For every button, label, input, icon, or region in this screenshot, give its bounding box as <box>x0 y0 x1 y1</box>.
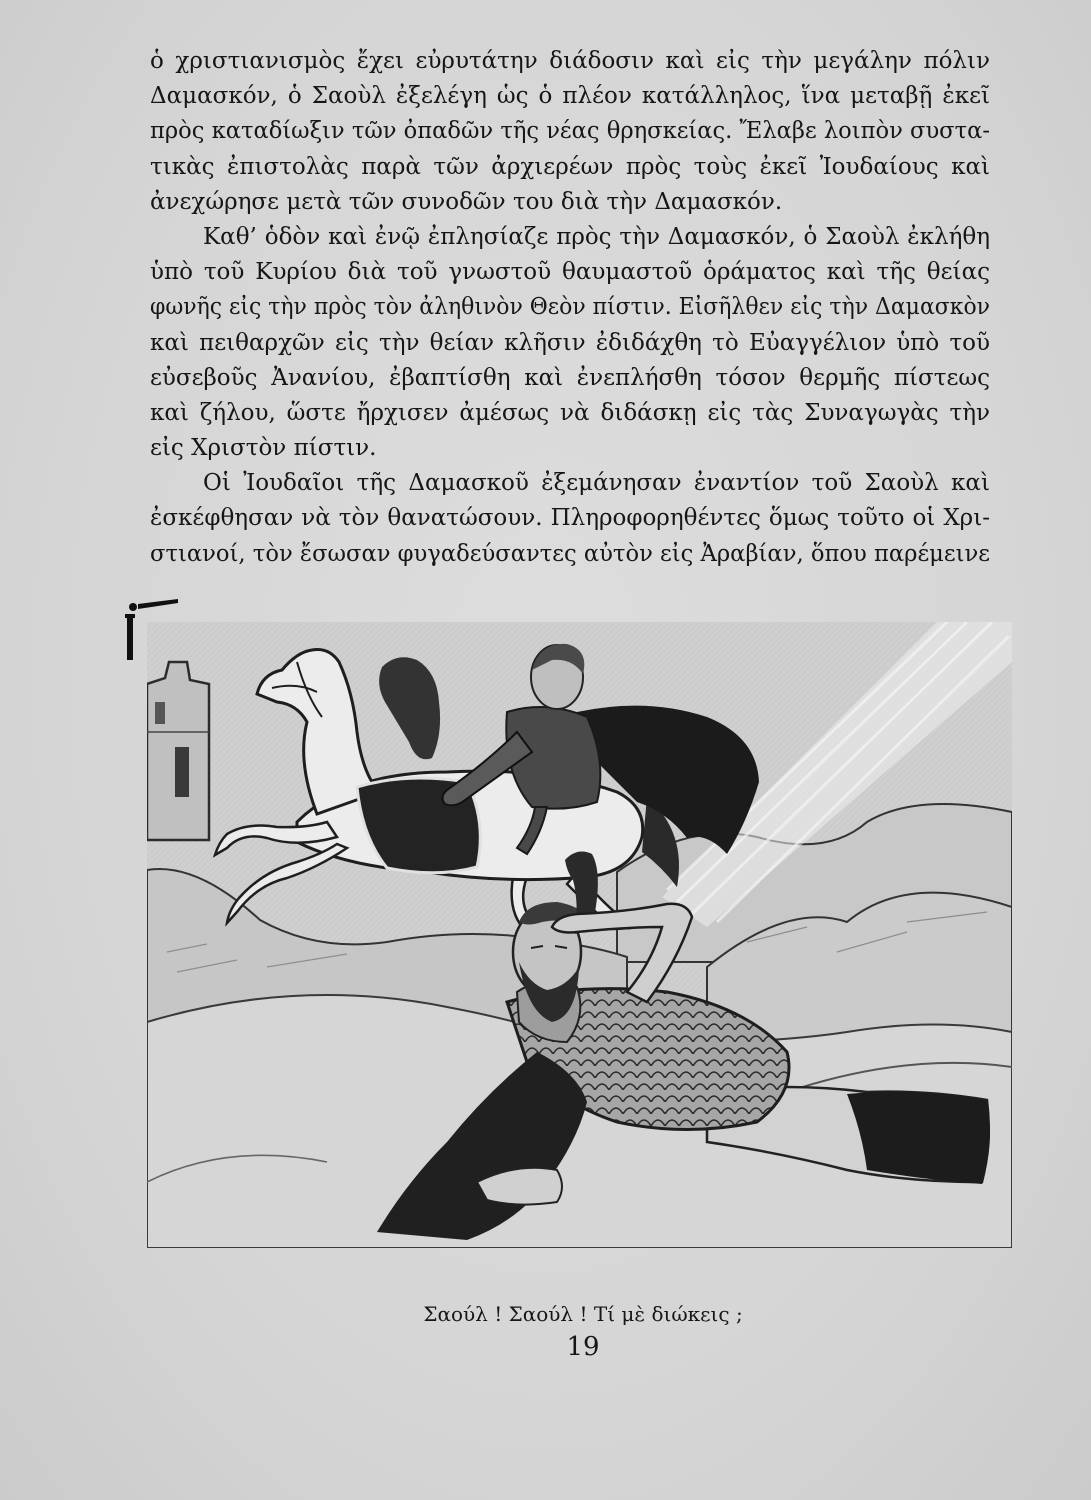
text-line <box>203 220 990 255</box>
text-line <box>150 361 990 396</box>
text-line <box>150 150 990 185</box>
text-line <box>150 537 990 572</box>
line-text: καὶ πειθαρχῶν εἰς τὴν θείαν κλῆσιν ἐδιδάχθη τὸ Εὐαγγέλιον ὑπὸ τοῦ <box>150 329 990 356</box>
page-number: 19 <box>566 1332 600 1362</box>
conversion-of-saul-picture <box>147 622 1012 1248</box>
line-text: εἰς Χριστὸν πίστιν. <box>150 435 377 462</box>
illustration <box>147 622 1012 1248</box>
text-line <box>150 255 990 290</box>
line-text: Δαμασκόν, ὁ Σαοὺλ ἐξελέγη ὡς ὁ πλέον κατάλληλος, ἵνα μεταβῇ ἐκεῖ <box>150 83 990 110</box>
line-text: ἀνεχώρησε μετὰ τῶν συνοδῶν του διὰ τὴν Δαμασκόν. <box>150 188 783 215</box>
line-text: εὐσεβοῦς Ἀνανίου, ἐβαπτίσθη καὶ ἐνεπλήσθη τόσον θερμῆς πίστεως <box>150 364 990 391</box>
line-text: καὶ ζήλου, ὥστε ἤρχισεν ἀμέσως νὰ διδάσκῃ εἰς τὰς Συναγωγὰς τὴν <box>150 399 990 426</box>
line-text: πρὸς καταδίωξιν τῶν ὀπαδῶν τῆς νέας θρησκείας. Ἔλαβε λοιπὸν συστα- <box>150 118 990 145</box>
text-line <box>150 326 990 361</box>
line-text: τικὰς ἐπιστολὰς παρὰ τῶν ἀρχιερέων πρὸς τοὺς ἐκεῖ Ἰουδαίους καὶ <box>150 153 990 180</box>
text-line <box>150 185 990 220</box>
text-line <box>150 396 990 431</box>
text-line <box>150 431 990 466</box>
paragraph <box>150 44 990 220</box>
line-text: φωνῆς εἰς τὴν πρὸς τὸν ἀληθινὸν Θεὸν πίστιν. Εἰσῆλθεν εἰς τὴν Δαμασκὸν <box>150 294 990 321</box>
figure-caption: Σαούλ ! Σαούλ ! Τί μὲ διώκεις ; <box>423 1302 743 1326</box>
line-text: ὁ χριστιανισμὸς ἔχει εὐρυτάτην διάδοσιν καὶ εἰς τὴν μεγάλην πόλιν <box>150 48 990 74</box>
building <box>147 662 209 840</box>
text-line <box>150 79 990 114</box>
line-text: ἐσκέφθησαν νὰ τὸν θανατώσουν. Πληροφορηθέντες ὅμως τοῦτο οἱ Χρι- <box>150 505 990 532</box>
line-text: στιανοί, τὸν ἔσωσαν φυγαδεύσαντες αὐτὸν εἰς Ἀραβίαν, ὅπου παρέμεινε <box>150 540 990 567</box>
line-text: Οἱ Ἰουδαῖοι τῆς Δαμασκοῦ ἐξεμάνησαν ἐναντίον τοῦ Σαοὺλ καὶ <box>203 470 990 497</box>
body-text <box>150 44 990 572</box>
text-line <box>150 44 990 79</box>
text-line <box>203 466 990 501</box>
text-line <box>150 290 990 325</box>
paragraph <box>150 466 990 572</box>
line-text: ὑπὸ τοῦ Κυρίου διὰ τοῦ γνωστοῦ θαυμαστοῦ ὁράματος καὶ τῆς θείας <box>150 259 990 286</box>
text-line <box>150 501 990 536</box>
text-line <box>150 114 990 149</box>
line-text: Καθ’ ὁδὸν καὶ ἐνῷ ἐπλησίαζε πρὸς τὴν Δαμασκόν, ὁ Σαοὺλ ἐκλήθη <box>203 223 990 250</box>
paragraph <box>150 220 990 466</box>
